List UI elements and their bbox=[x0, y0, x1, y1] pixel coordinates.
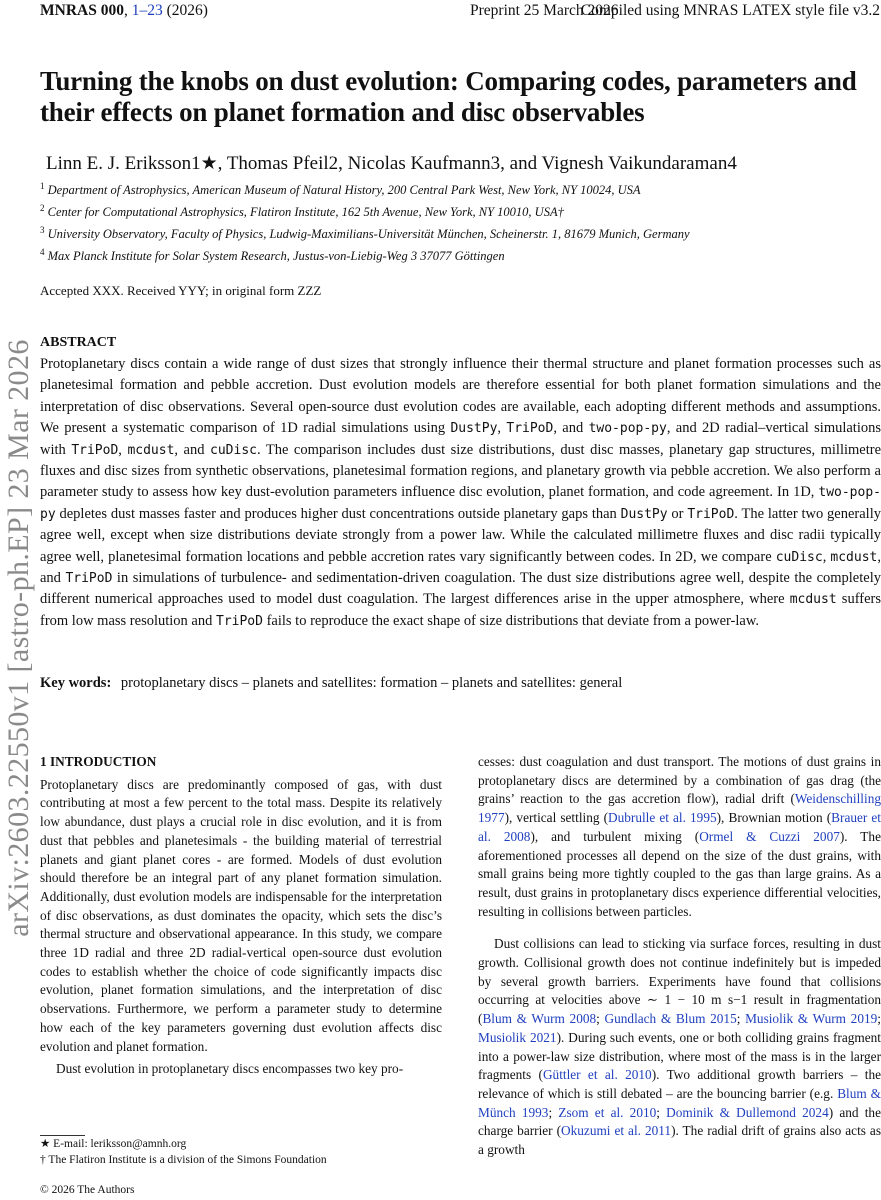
keywords bbox=[40, 675, 880, 692]
citation-link[interactable]: Ormel & Cuzzi 2007 bbox=[699, 828, 840, 844]
affiliations bbox=[40, 177, 880, 266]
footnotes bbox=[40, 1136, 440, 1168]
intro-paragraph-4: Dust collisions can lead to sticking via surface forces, resulting in dust growth. Collisional growth does not continue indefinitely but is impeded by several growth barriers. Experiments have found that collisions occurring at velocities above ∼ 1 − 10 m s−1 result in fragmentation (Blum & Wurm 2008; Gundlach & Blum 2015; Musiolik & Wurm 2019; Musiolik 2021). During such events, one or both colliding grains fragment into a power-law size distribution, where most of the mass is in the larger fragments (Güttler et al. 2010). Two additional growth barriers – the relevance of which is still debated – are the bouncing barrier (e.g. Blum & Münch 1993; Zsom et al. 2010; Dominik & Dullemond 2024) and the charge barrier (Okuzumi et al. 2011). The radial drift of grains also acts as a growth bbox=[478, 936, 881, 1158]
author-list: Linn E. J. Eriksson1★, Thomas Pfeil2, Nicolas Kaufmann3, and Vignesh Vaikundaraman4 bbox=[46, 153, 737, 174]
affiliation-1: $^1$ Department of Astrophysics, American Museum of Natural History, 200 Central Park West, New York, NY 10024, USA bbox=[40, 181, 641, 198]
abstract-text: Protoplanetary discs contain a wide range of dust sizes that strongly influence their thermal structure and planet formation processes such as planetesimal formation and pebble accretion. Dust evolution models are therefore essential for both planet formation simulations and the interpretation of disc observations. Several open-source dust evolution codes are available, each adopting different methods and assumptions. We present a systematic comparison of 1D radial simulations using DustPy, TriPoD, and two-pop-py, and 2D radial–vertical simulations with TriPoD, mcdust, and cuDisc. The comparison includes dust size distributions, dust disc masses, planetary gap structures, millimetre fluxes and disc sizes from synthetic observations, planetesimal formation regions, and planetary growth via pebble accretion. We also perform a parameter study to assess how key dust-evolution parameters influence disc evolution, planet formation, and code agreement. In 1D, two-pop-py depletes dust masses faster and produces higher dust concentrations outside planetary gaps than DustPy or TriPoD. The latter two generally agree well, except when size distributions deviate strongly from a power law. While the calculated millimetre fluxes and disc radii typically agree well, planetesimal formation locations and pebble accretion rates vary significantly between codes. In 2D, we compare cuDisc, mcdust, and TriPoD in simulations of turbulence- and sedimentation-driven coagulation. The dust size distributions agree well, despite the completely different numerical approaches used to model dust coagulation. The largest differences arise in the upper atmosphere, where mcdust suffers from low mass resolution and TriPoD fails to reproduce the exact shape of size distributions that deviate from a power-law. bbox=[40, 356, 881, 629]
copyright: © 2026 The Authors bbox=[40, 1184, 135, 1196]
citation-link[interactable]: Weidenschilling 1977 bbox=[478, 791, 881, 826]
intro-paragraph-3: cesses: dust coagulation and dust transport. The motions of dust grains in protoplanetary discs are determined by a combination of gas drag (the grains’ reaction to the gas accretion flow), radial drift (Weidenschilling 1977), vertical settling (Dubrulle et al. 1995), Brownian motion (Brauer et al. 2008), and turbulent mixing (Ormel & Cuzzi 2007). The aforementioned processes all depend on the size of the dust grains, with small grains being more tightly coupled to the gas than large grains. As a result, dust grains in protoplanetary discs experience differential velocities, resulting in collisions between particles. bbox=[478, 754, 881, 919]
citation-link[interactable]: Dubrulle et al. 1995 bbox=[608, 810, 717, 826]
page-range-link[interactable]: 1–23 bbox=[131, 2, 163, 19]
keywords-text: protoplanetary discs – planets and satellites: formation – planets and satellites: general bbox=[120, 675, 623, 691]
arxiv-sidebar bbox=[2, 258, 35, 1018]
preprint-date: Preprint 25 March 2026 bbox=[470, 2, 619, 19]
citation-link[interactable]: Musiolik 2021 bbox=[478, 1029, 557, 1045]
arxiv-identifier: arXiv:2603.22550v1 [astro-ph.EP] 23 Mar 2026 bbox=[2, 339, 35, 937]
accepted-note: Accepted XXX. Received YYY; in original form ZZZ bbox=[40, 283, 322, 298]
abstract-heading: ABSTRACT bbox=[40, 335, 117, 350]
citation-link[interactable]: Okuzumi et al. 2011 bbox=[561, 1123, 672, 1139]
footnote-flatiron: † The Flatiron Institute is a division of the Simons Foundation bbox=[40, 1154, 327, 1166]
citation-link[interactable]: Musiolik & Wurm 2019 bbox=[745, 1011, 878, 1027]
compiled-note: Compiled using MNRAS LATEX style file v3.2 bbox=[580, 2, 880, 19]
intro-paragraph-2: Dust evolution in protoplanetary discs encompasses two key pro- bbox=[56, 1061, 404, 1077]
paper-title: Turning the knobs on dust evolution: Comparing codes, parameters and their effects on planet formation and disc observables bbox=[40, 66, 857, 127]
affiliation-3: $^3$ University Observatory, Faculty of Physics, Ludwig-Maximilians-Universität München, Scheinerstr. 1, 81679 Munich, Germany bbox=[40, 225, 690, 242]
citation-link[interactable]: Brauer et al. 2008 bbox=[478, 810, 881, 844]
citation-link[interactable]: Güttler et al. 2010 bbox=[542, 1067, 652, 1083]
affiliation-4: $^4$ Max Planck Institute for Solar System Research, Justus-von-Liebig-Weg 3 37077 Göttingen bbox=[40, 247, 505, 264]
citation-link[interactable]: Dominik & Dullemond 2024 bbox=[666, 1104, 829, 1120]
footnote-email: ★ E-mail: leriksson@amnh.org bbox=[40, 1138, 187, 1150]
citation-link[interactable]: Blum & Münch 1993 bbox=[478, 1085, 881, 1120]
page-header bbox=[40, 2, 880, 22]
journal-citation: MNRAS 000, 1–23 (2026) bbox=[40, 2, 208, 19]
right-column bbox=[478, 753, 881, 1164]
intro-paragraph-1: Protoplanetary discs are predominantly composed of gas, with dust contributing at most a few percent to the total mass. Despite its relatively low abundance, dust plays a crucial role in disc evolution, and it is from dust that pebbles and planetesimals - the building material of terrestrial planets and giant planet cores - are formed. Models of dust evolution should therefore be an integral part of any planet formation simulation. Additionally, dust evolution models are indispensable for the interpretation of disc observations, as dust dominates the opacity, which sets the disc’s thermal structure and observational appearance. In this study, we compare three 1D radial and three 2D radial-vertical open-source dust evolution codes to establish whether the choice of code significantly impacts disc evolution, planet formation simulations, and the interpretation of disc observations. Furthermore, we perform a parameter study to determine how each of the key parameters governing dust evolution affects disc evolution and planet formation. bbox=[40, 776, 442, 1054]
affiliation-2: $^2$ Center for Computational Astrophysics, Flatiron Institute, 162 5th Avenue, New York, NY 10010, USA† bbox=[40, 203, 564, 220]
citation-link[interactable]: Blum & Wurm 2008 bbox=[482, 1011, 597, 1027]
citation-link[interactable]: Zsom et al. 2010 bbox=[558, 1104, 657, 1120]
section-heading: 1 INTRODUCTION bbox=[40, 754, 157, 769]
left-column bbox=[40, 753, 442, 1083]
citation-link[interactable]: Gundlach & Blum 2015 bbox=[604, 1011, 737, 1027]
keywords-label: Key words: bbox=[40, 675, 112, 691]
